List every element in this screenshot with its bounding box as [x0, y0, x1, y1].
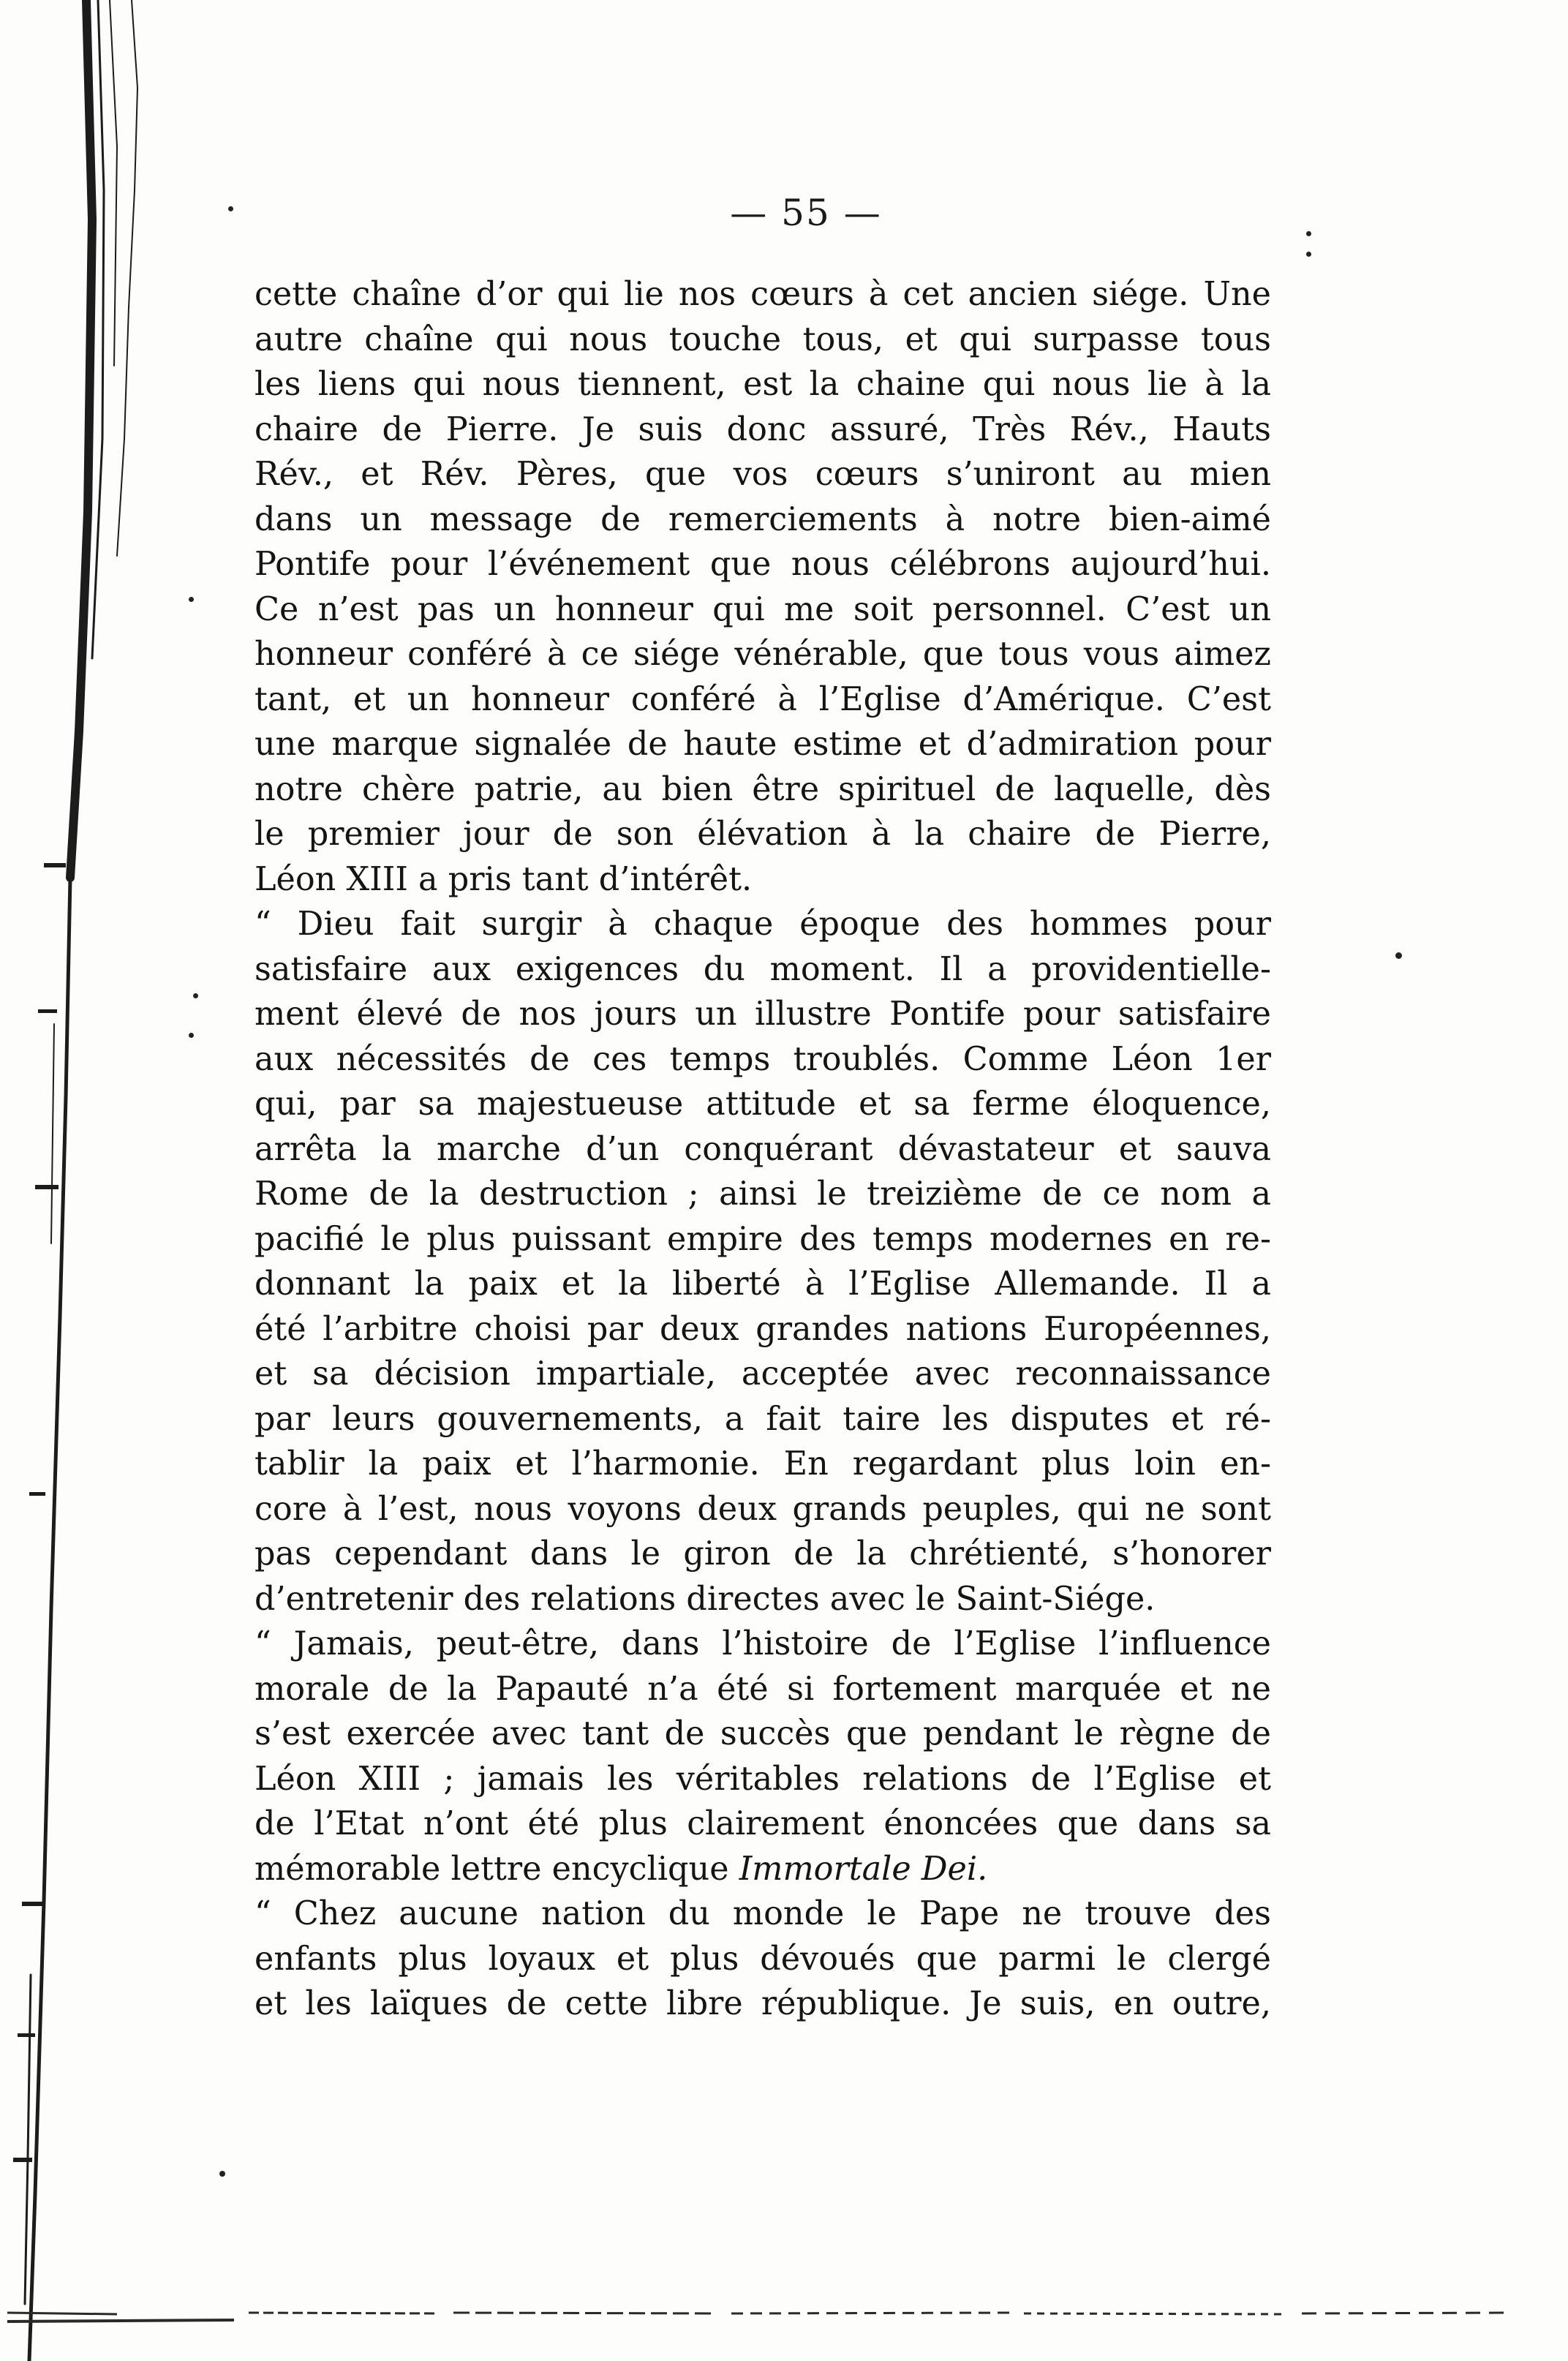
text-line: et les laïques de cette libre république. Je suis, en outre, [255, 1985, 1271, 2022]
text-line: Léon XIII a pris tant d’intérêt. [255, 860, 753, 898]
text-line: tablir la paix et l’harmonie. En regardant plus loin en- [255, 1445, 1271, 1483]
text-line: le premier jour de son élévation à la chaire de Pierre, [255, 816, 1271, 853]
text-line: cette chaîne d’or qui lie nos cœurs à cet ancien siége. Une [255, 276, 1271, 313]
scan-speck [1395, 952, 1402, 959]
binding-edge [0, 0, 190, 2361]
text-line: “ Jamais, peut-être, dans l’histoire de l’Eglise l’influence [255, 1625, 1271, 1663]
text-line: chaire de Pierre. Je suis donc assuré, Très Rév., Hauts [255, 410, 1271, 448]
scan-speck [189, 597, 194, 602]
text-line: tant, et un honneur conféré à l’Eglise d’Amérique. C’est [255, 680, 1271, 718]
text-line: honneur conféré à ce siége vénérable, que tous vous aimez [255, 636, 1271, 673]
text-line: donnant la paix et la liberté à l’Eglise Allemande. Il a [255, 1265, 1271, 1303]
encyclical-title: Immortale Dei. [739, 1850, 988, 1888]
text-line: par leurs gouvernements, a fait taire les disputes et ré- [255, 1400, 1271, 1438]
text-line: et sa décision impartiale, acceptée avec reconnaissance [255, 1355, 1271, 1393]
text-line: arrêta la marche d’un conquérant dévastateur et sauva [255, 1130, 1271, 1168]
scan-speck [193, 993, 198, 998]
scan-speck [219, 2171, 225, 2177]
text-line: pas cependant dans le giron de la chrétienté, s’honorer [255, 1535, 1271, 1573]
text-line: ment élevé de nos jours un illustre Pontife pour satisfaire [255, 995, 1271, 1033]
bottom-edge-rule [0, 2302, 1568, 2332]
text-line: Rév., et Rév. Pères, que vos cœurs s’uniront au mien [255, 456, 1271, 493]
scan-speck [1306, 252, 1311, 257]
scan-speck [189, 1033, 194, 1038]
text-line: enfants plus loyaux et plus dévoués que parmi le clergé [255, 1940, 1271, 1978]
text-line: “ Chez aucune nation du monde le Pape ne trouve des [255, 1895, 1271, 1932]
text-line: “ Dieu fait surgir à chaque époque des hommes pour [255, 905, 1271, 943]
text-line: qui, par sa majestueuse attitude et sa ferme éloquence, [255, 1085, 1271, 1123]
text-line: Rome de la destruction ; ainsi le treizième de ce nom a [255, 1175, 1271, 1213]
text-line: satisfaire aux exigences du moment. Il a providentielle- [255, 950, 1271, 988]
text-line: dans un message de remerciements à notre bien-aimé [255, 500, 1271, 538]
text-line: notre chère patrie, au bien être spirituel de laquelle, dès [255, 770, 1271, 808]
text-line: Léon XIII ; jamais les véritables relations de l’Eglise et [255, 1760, 1271, 1798]
text-line-with-title [255, 1847, 1271, 1892]
text-line: morale de la Papauté n’a été si fortement marquée et ne [255, 1670, 1271, 1708]
text-line: aux nécessités de ces temps troublés. Comme Léon 1er [255, 1040, 1271, 1078]
text-line: pacifié le plus puissant empire des temps modernes en re- [255, 1220, 1271, 1258]
text-line: été l’arbitre choisi par deux grandes nations Européennes, [255, 1310, 1271, 1348]
text-line: core à l’est, nous voyons deux grands peuples, qui ne sont [255, 1490, 1271, 1528]
text-line: d’entretenir des relations directes avec le Saint-Siége. [255, 1580, 1156, 1618]
body-text [255, 272, 1271, 2027]
text-line: autre chaîne qui nous touche tous, et qui surpasse tous [255, 320, 1271, 358]
text-line: Ce n’est pas un honneur qui me soit personnel. C’est un [255, 590, 1271, 628]
scan-speck [228, 206, 233, 211]
page-number: — 55 — [730, 192, 882, 234]
text-line: mémorable lettre encyclique [255, 1850, 729, 1888]
text-line: de l’Etat n’ont été plus clairement énoncées que dans sa [255, 1805, 1271, 1842]
scan-speck [1306, 231, 1311, 236]
text-line: s’est exercée avec tant de succès que pendant le règne de [255, 1715, 1271, 1752]
text-line: les liens qui nous tiennent, est la chaine qui nous lie à la [255, 366, 1271, 403]
text-line: Pontife pour l’événement que nous célébrons aujourd’hui. [255, 546, 1271, 583]
text-line: une marque signalée de haute estime et d’admiration pour [255, 726, 1271, 763]
